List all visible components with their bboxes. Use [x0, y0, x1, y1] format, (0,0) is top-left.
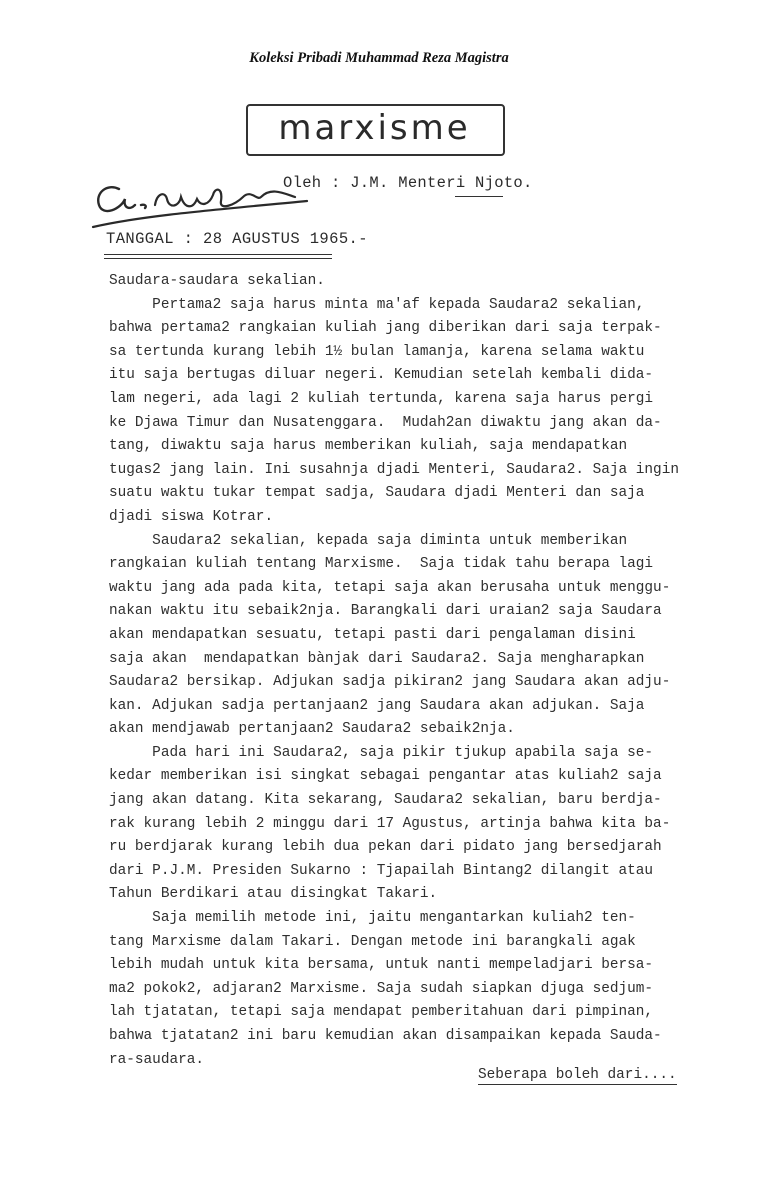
document-title: marxisme	[278, 108, 471, 148]
body-line: saja akan mendapatkan bànjak dari Saudara2. Saja mengharapkan	[109, 650, 645, 667]
body-line: tang Marxisme dalam Takari. Dengan metode ini barangkali agak	[109, 933, 636, 950]
body-line: Tahun Berdikari atau disingkat Takari.	[109, 886, 438, 903]
body-line: kan. Adjukan sadja pertanjaan2 jang Saudara akan adjukan. Saja	[109, 697, 645, 714]
body-line: djadi siswa Kotrar.	[109, 508, 274, 525]
body-line: itu saja bertugas diluar negeri. Kemudian setelah kembali dida-	[109, 367, 654, 384]
body-line: waktu jang ada pada kita, tetapi saja akan berusaha untuk menggu-	[109, 579, 671, 596]
body-line: sa tertunda kurang lebih 1½ bulan lamanja, karena selama waktu	[109, 343, 645, 360]
body-line: nakan waktu itu sebaik2nja. Barangkali dari uraian2 saja Saudara	[109, 603, 662, 620]
body-line: lebih mudah untuk kita bersama, untuk nanti mempeladjari bersa-	[109, 957, 654, 974]
body-line: Saudara2 sekalian, kepada saja diminta untuk memberikan	[109, 532, 628, 549]
body-line: bahwa pertama2 rangkaian kuliah jang diberikan dari saja terpak-	[109, 320, 662, 337]
body-line: suatu waktu tukar tempat sadja, Saudara djadi Menteri dan saja	[109, 485, 645, 502]
body-line: kedar memberikan isi singkat sebagai pengantar atas kuliah2 saja	[109, 768, 662, 785]
collection-header: Koleksi Pribadi Muhammad Reza Magistra	[249, 50, 509, 66]
body-line: Pada hari ini Saudara2, saja pikir tjukup apabila saja se-	[109, 744, 654, 761]
body-line: ke Djawa Timur dan Nusatenggara. Mudah2an diwaktu jang akan da-	[109, 414, 662, 431]
date-underline	[104, 254, 332, 255]
body-line: ra-saudara.	[109, 1051, 204, 1068]
body-line: akan mendjawab pertanjaan2 Saudara2 sebaik2nja.	[109, 721, 515, 738]
body-line: Pertama2 saja harus minta ma'af kepada Saudara2 sekalian,	[109, 296, 645, 313]
body-line: Saudara-saudara sekalian.	[109, 273, 325, 289]
body-line: Saudara2 bersikap. Adjukan sadja pikiran2 jang Saudara akan adju-	[109, 674, 671, 691]
body-line: lam negeri, ada lagi 2 kuliah tertunda, karena saja harus pergi	[109, 390, 654, 407]
closing-line: Seberapa boleh dari....	[478, 1067, 677, 1083]
body-line: akan mendapatkan sesuatu, tetapi pasti dari pengalaman disini	[109, 626, 636, 643]
body-line: bahwa tjatatan2 ini baru kemudian akan disampaikan kepada Sauda-	[109, 1028, 662, 1044]
body-line: ma2 pokok2, adjaran2 Marxisme. Saja sudah siapkan djuga sedjum-	[109, 980, 654, 997]
body-line: jang akan datang. Kita sekarang, Saudara2 sekalian, baru berdja-	[109, 792, 662, 809]
document-body	[109, 270, 709, 1072]
body-line: rak kurang lebih 2 minggu dari 17 Agustus, artinja bahwa kita ba-	[109, 815, 671, 832]
date-line: TANGGAL : 28 AGUSTUS 1965.-	[106, 230, 368, 248]
signature	[85, 175, 315, 235]
body-line: lah tjatatan, tetapi saja mendapat pemberitahuan dari pimpinan,	[109, 1004, 654, 1021]
body-line: dari P.J.M. Presiden Sukarno : Tjapailah Bintang2 dilangit atau	[109, 862, 654, 879]
body-line: Saja memilih metode ini, jaitu mengantarkan kuliah2 ten-	[109, 910, 636, 927]
author-underline	[455, 196, 503, 197]
body-line: tugas2 jang lain. Ini susahnja djadi Menteri, Saudara2. Saja ingin	[109, 461, 679, 478]
body-line: ru berdjarak kurang lebih dua pekan dari pidato jang bersedjarah	[109, 839, 662, 856]
body-line: rangkaian kuliah tentang Marxisme. Saja tidak tahu berapa lagi	[109, 556, 654, 573]
author-line: Oleh : J.M. Menteri Njoto.	[283, 174, 533, 192]
date-underline-2	[104, 258, 332, 259]
body-line: tang, diwaktu saja harus memberikan kuliah, saja mendapatkan	[109, 438, 628, 455]
